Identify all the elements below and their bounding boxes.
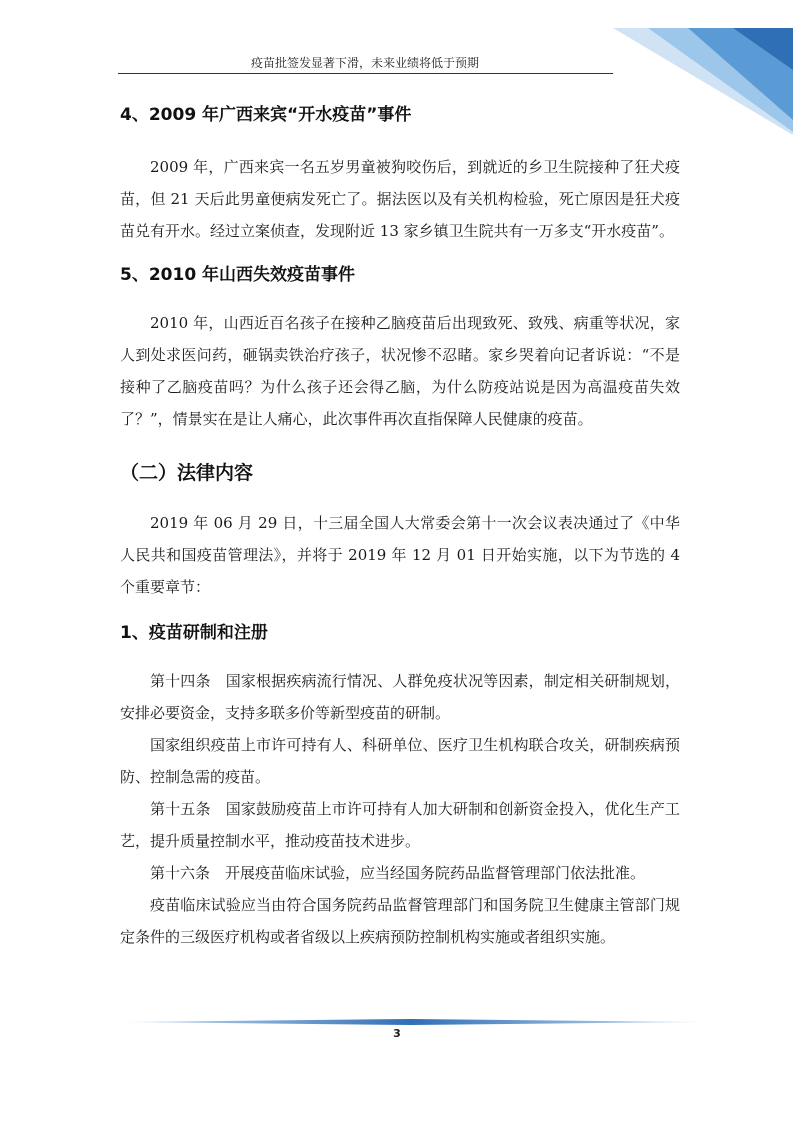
header-title: 疫苗批签发显著下滑，未来业绩将低于预期 <box>250 56 479 70</box>
footer-divider <box>122 1017 700 1027</box>
heading-legal-content: （二）法律内容 <box>120 462 254 484</box>
paragraph-article-16-cont: 疫苗临床试验应当由符合国务院药品监督管理部门和国务院卫生健康主管部门规定条件的三级医疗机构或者省级以上疾病预防控制机构实施或者组织实施。 <box>120 896 680 946</box>
document-body <box>120 100 680 953</box>
heading-guangxi-event: 4、2009 年广西来宾“开水疫苗”事件 <box>120 105 412 125</box>
paragraph-article-14: 第十四条 国家根据疾病流行情况、人群免疫状况等因素，制定相关研制规划，安排必要资金，支持多联多价等新型疫苗的研制。 <box>120 672 680 722</box>
paragraph-legal-intro: 2019 年 06 月 29 日，十三届全国人大常委会第十一次会议表决通过了《中华人民共和国疫苗管理法》，并将于 2019 年 12 月 01 日开始实施，以下为节选的 4 个重要章节： <box>120 514 680 596</box>
paragraph-article-16: 第十六条 开展疫苗临床试验，应当经国务院药品监督管理部门依法批准。 <box>150 864 646 882</box>
paragraph-guangxi-event: 2009 年，广西来宾一名五岁男童被狗咬伤后，到就近的乡卫生院接种了狂犬疫苗，但 21 天后此男童便病发死亡了。据法医以及有关机构检验，死亡原因是狂犬疫苗兑有开水。经过立案侦查，发现附近 13 家乡镇卫生院共有一万多支“开水疫苗”。 <box>120 158 680 240</box>
paragraph-article-14-cont: 国家组织疫苗上市许可持有人、科研单位、医疗卫生机构联合攻关，研制疾病预防、控制急需的疫苗。 <box>120 736 680 786</box>
heading-shanxi-event: 5、2010 年山西失效疫苗事件 <box>120 265 356 285</box>
heading-vaccine-rd: 1、疫苗研制和注册 <box>120 623 268 643</box>
header-divider <box>118 73 613 74</box>
paragraph-article-15: 第十五条 国家鼓励疫苗上市许可持有人加大研制和创新资金投入，优化生产工艺，提升质量控制水平，推动疫苗技术进步。 <box>120 800 680 850</box>
paragraph-shanxi-event: 2010 年，山西近百名孩子在接种乙脑疫苗后出现致死、致残、病重等状况，家人到处求医问药，砸锅卖铁治疗孩子，状况惨不忍睹。家乡哭着向记者诉说：“不是接种了乙脑疫苗吗？为什么孩子还会得乙脑，为什么防疫站说是因为高温疫苗失效了？”，情景实在是让人痛心，此次事件再次直指保障人民健康的疫苗。 <box>120 314 680 428</box>
page-number: 3 <box>393 1027 401 1040</box>
